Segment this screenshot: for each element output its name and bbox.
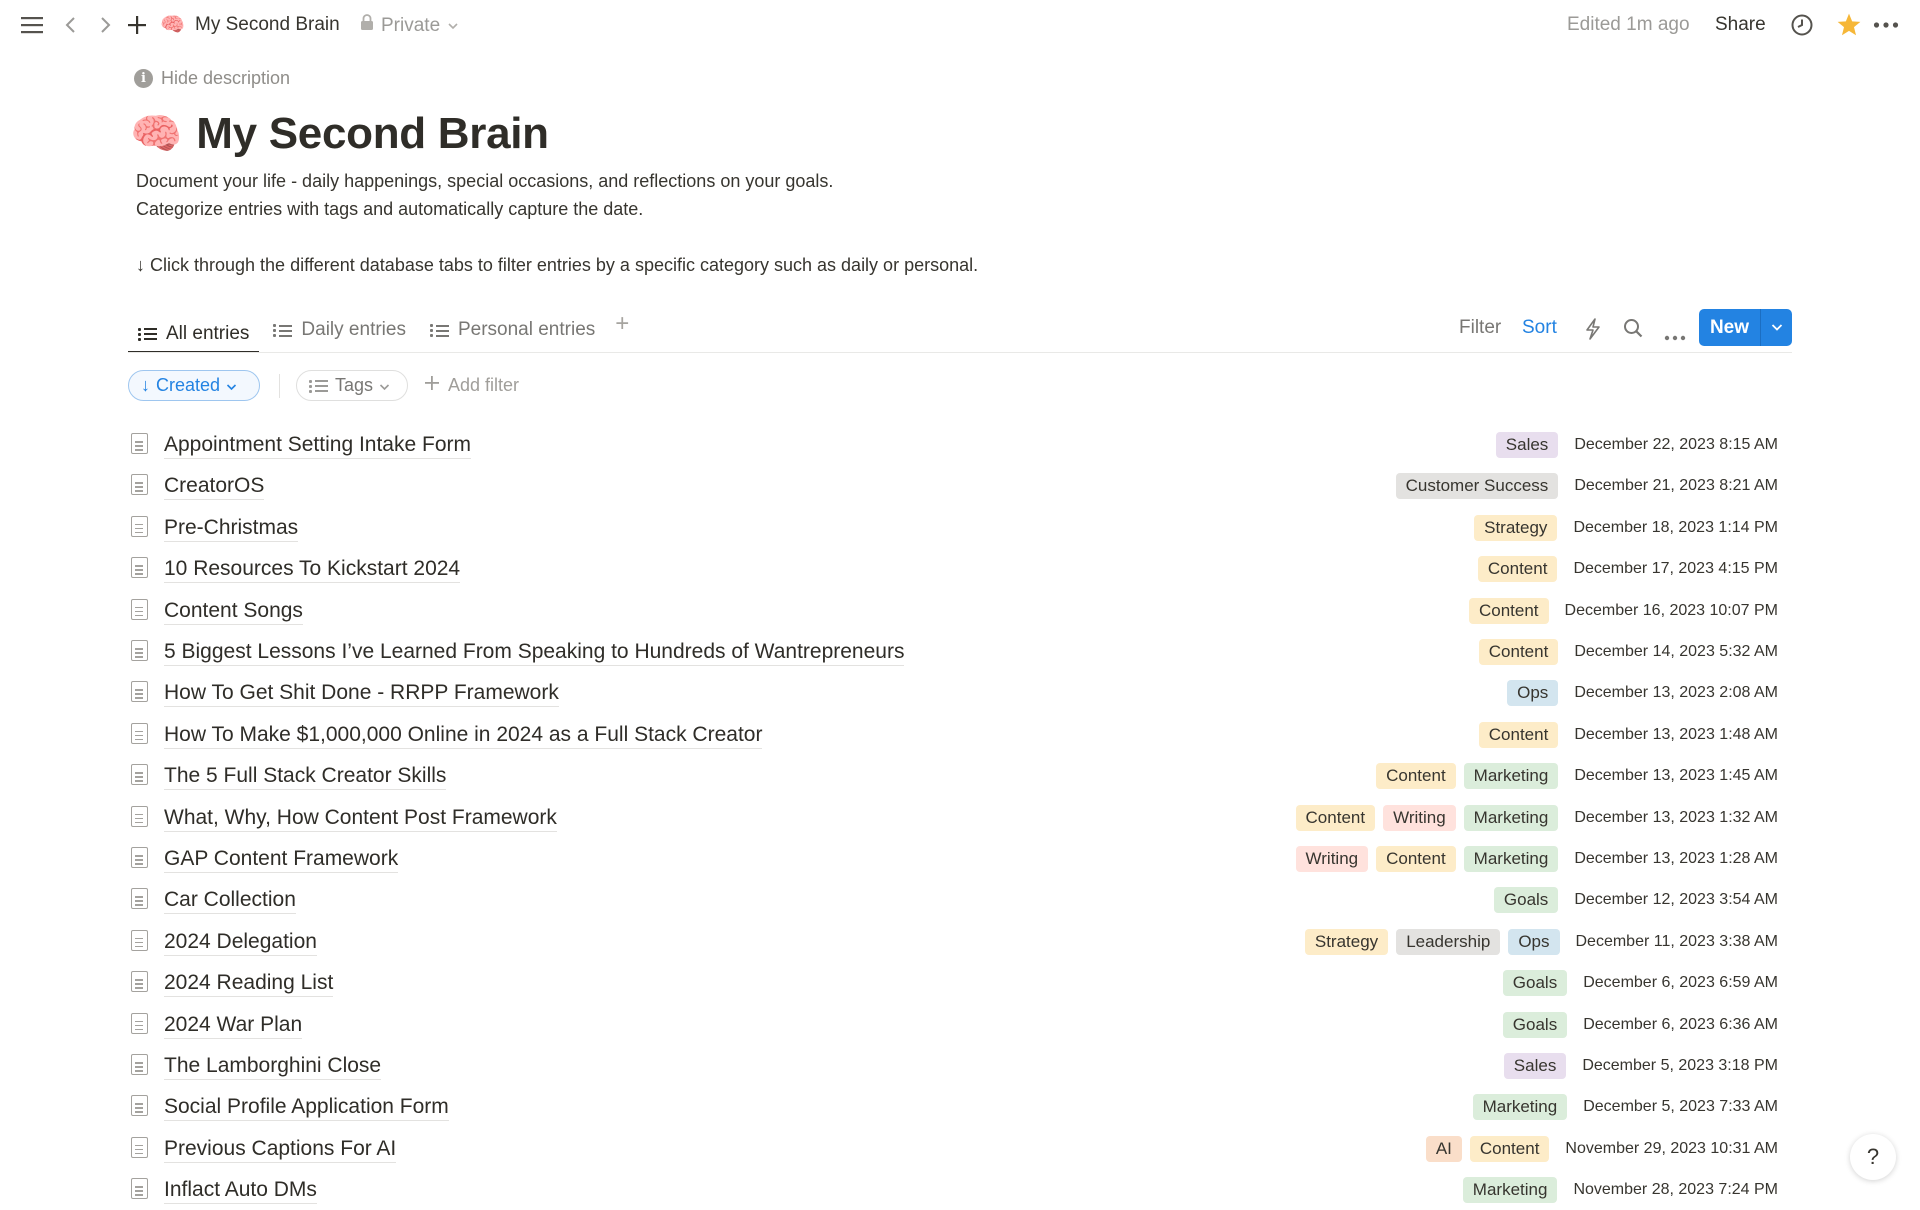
- tag-list: [1473, 1094, 1568, 1120]
- list-icon: [430, 322, 450, 338]
- created-date: December 16, 2023 10:07 PM: [1564, 601, 1778, 619]
- entry-properties: [1504, 1053, 1778, 1079]
- created-date: November 28, 2023 7:24 PM: [1573, 1181, 1778, 1199]
- tag-badge[interactable]: Writing: [1383, 805, 1456, 831]
- tab-label: All entries: [166, 322, 250, 344]
- sort-created-chip[interactable]: [128, 370, 260, 401]
- created-date: December 17, 2023 4:15 PM: [1573, 560, 1778, 578]
- tag-list: [1426, 1136, 1550, 1162]
- document-page-icon: [131, 723, 148, 744]
- entry-properties: [1496, 432, 1778, 458]
- tag-badge[interactable]: Marketing: [1473, 1094, 1568, 1120]
- description-line: ↓ Click through the different database tabs to filter entries by a specific category such as daily or personal.: [136, 255, 979, 275]
- new-button-label: New: [1709, 316, 1750, 338]
- tag-list: [1474, 515, 1557, 541]
- tab-daily-entries[interactable]: [263, 308, 416, 344]
- table-row[interactable]: [0, 1169, 1920, 1210]
- filter-button[interactable]: Filter: [1459, 317, 1502, 338]
- document-page-icon: [131, 1013, 148, 1034]
- table-row[interactable]: [0, 465, 1920, 506]
- entry-properties: [1479, 639, 1778, 665]
- tag-badge[interactable]: Goals: [1503, 1012, 1567, 1038]
- entry-properties: [1503, 970, 1778, 996]
- entry-properties: [1479, 722, 1778, 748]
- entry-properties: [1494, 887, 1778, 913]
- document-page-icon: [131, 1095, 148, 1116]
- document-page-icon: [131, 764, 148, 785]
- entry-title[interactable]: Car Collection: [164, 887, 296, 914]
- tag-badge[interactable]: Marketing: [1464, 805, 1559, 831]
- list-icon: [138, 326, 158, 342]
- history-clock-icon[interactable]: [1789, 12, 1815, 38]
- entry-title[interactable]: 2024 Reading List: [164, 970, 333, 997]
- new-dropdown-chevron-icon[interactable]: [1761, 320, 1792, 335]
- table-row[interactable]: [0, 838, 1920, 879]
- tag-list: [1305, 929, 1560, 955]
- tag-badge[interactable]: Goals: [1503, 970, 1567, 996]
- edited-timestamp: Edited 1m ago: [1567, 14, 1690, 35]
- info-icon: i: [134, 69, 153, 88]
- back-arrow-icon[interactable]: [58, 12, 84, 38]
- created-date: December 13, 2023 1:45 AM: [1574, 767, 1778, 785]
- new-entry-button[interactable]: [1699, 309, 1792, 346]
- entry-properties: [1426, 1136, 1778, 1162]
- entry-properties: [1296, 846, 1778, 872]
- sort-created-label: Created: [156, 375, 221, 395]
- table-row[interactable]: [0, 1045, 1920, 1086]
- tag-list: [1478, 556, 1558, 582]
- entry-title[interactable]: Appointment Setting Intake Form: [164, 432, 471, 459]
- tag-badge[interactable]: Content: [1470, 1136, 1550, 1162]
- chevron-down-icon: [379, 375, 390, 396]
- document-page-icon: [131, 930, 148, 951]
- document-page-icon: [131, 599, 148, 620]
- tag-list: [1503, 1012, 1567, 1038]
- document-page-icon: [131, 640, 148, 661]
- entry-title[interactable]: Previous Captions For AI: [164, 1136, 396, 1163]
- tag-badge[interactable]: Content: [1479, 722, 1559, 748]
- sidebar-menu-icon[interactable]: [19, 12, 45, 38]
- entry-title[interactable]: The 5 Full Stack Creator Skills: [164, 763, 446, 790]
- breadcrumb-page-emoji[interactable]: 🧠: [160, 14, 185, 36]
- table-row[interactable]: [0, 755, 1920, 796]
- entry-properties: [1474, 515, 1778, 541]
- tag-badge[interactable]: AI: [1426, 1136, 1462, 1162]
- entry-properties: [1469, 598, 1778, 624]
- table-row[interactable]: [0, 590, 1920, 631]
- tag-list: [1296, 846, 1559, 872]
- new-page-plus-icon[interactable]: [124, 12, 150, 38]
- entry-properties: [1503, 1012, 1778, 1038]
- tag-badge[interactable]: Marketing: [1464, 846, 1559, 872]
- table-row[interactable]: [0, 714, 1920, 755]
- tag-list: [1504, 1053, 1567, 1079]
- tags-filter-label: Tags: [335, 375, 374, 395]
- table-row[interactable]: [0, 797, 1920, 838]
- table-row[interactable]: [0, 507, 1920, 548]
- forward-arrow-icon[interactable]: [92, 12, 118, 38]
- database-view-tabs: [128, 308, 639, 352]
- table-row[interactable]: [0, 921, 1920, 962]
- chevron-down-icon: [226, 375, 237, 396]
- created-date: November 29, 2023 10:31 AM: [1565, 1139, 1778, 1157]
- lock-icon: [360, 13, 374, 38]
- tag-badge[interactable]: Content: [1469, 598, 1549, 624]
- entry-properties: [1463, 1177, 1778, 1203]
- sort-button[interactable]: Sort: [1522, 317, 1557, 338]
- privacy-dropdown[interactable]: [360, 13, 459, 38]
- tag-badge[interactable]: Content: [1376, 763, 1456, 789]
- entry-properties: [1305, 929, 1778, 955]
- table-row[interactable]: [0, 879, 1920, 920]
- more-options-icon[interactable]: [1873, 12, 1899, 38]
- search-icon[interactable]: [1623, 318, 1643, 344]
- tag-list: [1469, 598, 1549, 624]
- table-row[interactable]: [0, 424, 1920, 465]
- entry-title[interactable]: 2024 War Plan: [164, 1012, 302, 1039]
- list-icon: [309, 378, 329, 394]
- tag-badge[interactable]: Content: [1296, 805, 1376, 831]
- document-page-icon: [131, 433, 148, 454]
- tab-personal-entries[interactable]: [420, 308, 605, 344]
- description-line: Categorize entries with tags and automatically capture the date.: [136, 199, 644, 219]
- created-date: December 6, 2023 6:36 AM: [1583, 1015, 1778, 1033]
- hide-description-toggle[interactable]: [134, 68, 290, 89]
- help-button[interactable]: ?: [1850, 1134, 1896, 1180]
- tab-label: Daily entries: [301, 319, 406, 340]
- tag-list: [1507, 680, 1558, 706]
- tag-badge[interactable]: Content: [1478, 556, 1558, 582]
- entry-title[interactable]: How To Make $1,000,000 Online in 2024 as a Full Stack Creator: [164, 722, 762, 749]
- entry-properties: [1507, 680, 1778, 706]
- tags-filter-chip[interactable]: [296, 370, 408, 401]
- tag-list: [1503, 970, 1567, 996]
- entry-properties: [1396, 473, 1778, 499]
- tag-badge[interactable]: Ops: [1508, 929, 1559, 955]
- tag-badge[interactable]: Sales: [1496, 432, 1559, 458]
- document-page-icon: [131, 1137, 148, 1158]
- top-bar: [0, 0, 1920, 50]
- tag-badge[interactable]: Leadership: [1396, 929, 1500, 955]
- created-date: December 13, 2023 1:28 AM: [1574, 850, 1778, 867]
- entry-title[interactable]: CreatorOS: [164, 473, 264, 500]
- entry-title[interactable]: How To Get Shit Done - RRPP Framework: [164, 680, 559, 707]
- document-page-icon: [131, 888, 148, 909]
- entry-title[interactable]: 5 Biggest Lessons I’ve Learned From Speaking to Hundreds of Wantrepreneurs: [164, 639, 904, 666]
- created-date: December 12, 2023 3:54 AM: [1574, 891, 1778, 909]
- page-emoji-icon[interactable]: 🧠: [130, 110, 183, 157]
- tag-badge[interactable]: Strategy: [1474, 515, 1557, 541]
- tab-divider: [128, 352, 1792, 353]
- tag-badge[interactable]: Content: [1479, 639, 1559, 665]
- tag-list: [1463, 1177, 1558, 1203]
- entry-properties: [1296, 805, 1778, 831]
- tag-badge[interactable]: Sales: [1504, 1053, 1567, 1079]
- created-date: December 21, 2023 8:21 AM: [1574, 477, 1778, 495]
- tag-badge[interactable]: Content: [1376, 846, 1456, 872]
- created-date: December 5, 2023 7:33 AM: [1583, 1098, 1778, 1116]
- created-date: December 13, 2023 1:48 AM: [1574, 725, 1778, 743]
- favorite-star-icon[interactable]: [1836, 12, 1862, 38]
- document-page-icon: [131, 847, 148, 868]
- table-row[interactable]: [0, 1004, 1920, 1045]
- document-page-icon: [131, 971, 148, 992]
- tag-badge[interactable]: Customer Success: [1396, 473, 1559, 499]
- created-date: December 13, 2023 2:08 AM: [1574, 684, 1778, 702]
- tab-label: Personal entries: [457, 319, 596, 340]
- add-filter-button[interactable]: [424, 375, 519, 396]
- entry-properties: [1478, 556, 1778, 582]
- tag-badge[interactable]: Writing: [1296, 846, 1369, 872]
- document-page-icon: [131, 474, 148, 495]
- created-date: December 6, 2023 6:59 AM: [1583, 974, 1778, 992]
- table-row[interactable]: [0, 1086, 1920, 1127]
- tag-list: [1376, 763, 1558, 789]
- document-page-icon: [131, 1178, 148, 1199]
- chevron-down-icon: [447, 14, 459, 38]
- entry-title[interactable]: 10 Resources To Kickstart 2024: [164, 556, 460, 583]
- table-row[interactable]: [0, 1128, 1920, 1169]
- document-page-icon: [131, 806, 148, 827]
- hide-description-label: Hide description: [161, 68, 291, 88]
- tag-badge[interactable]: Ops: [1507, 680, 1558, 706]
- table-row[interactable]: [0, 548, 1920, 589]
- entry-title[interactable]: Pre-Christmas: [164, 515, 298, 542]
- automation-lightning-icon[interactable]: [1585, 318, 1601, 346]
- privacy-label: Private: [381, 14, 441, 36]
- entry-title[interactable]: GAP Content Framework: [164, 846, 398, 873]
- view-options-more-icon[interactable]: [1664, 325, 1686, 347]
- created-date: December 11, 2023 3:38 AM: [1575, 932, 1778, 950]
- tab-all-entries[interactable]: [128, 308, 259, 353]
- tag-list: [1479, 722, 1559, 748]
- page-title: [130, 106, 549, 162]
- table-row[interactable]: [0, 631, 1920, 672]
- created-date: December 14, 2023 5:32 AM: [1574, 643, 1778, 660]
- tag-badge[interactable]: Goals: [1494, 887, 1558, 913]
- entry-title[interactable]: What, Why, How Content Post Framework: [164, 805, 557, 832]
- entry-title[interactable]: Content Songs: [164, 598, 303, 625]
- add-view-plus-icon[interactable]: +: [615, 310, 630, 337]
- created-date: December 5, 2023 3:18 PM: [1582, 1057, 1778, 1074]
- tag-badge[interactable]: Marketing: [1463, 1177, 1558, 1203]
- entry-properties: [1376, 763, 1778, 789]
- entry-title[interactable]: Social Profile Application Form: [164, 1094, 449, 1121]
- table-row[interactable]: [0, 962, 1920, 1003]
- entry-properties: [1473, 1094, 1778, 1120]
- add-filter-label: Add filter: [448, 375, 520, 395]
- created-date: December 13, 2023 1:32 AM: [1574, 808, 1778, 826]
- tag-list: [1496, 432, 1559, 458]
- page-title-text[interactable]: My Second Brain: [196, 109, 549, 158]
- description-line: Document your life - daily happenings, special occasions, and reflections on your goals.: [136, 171, 834, 191]
- tag-badge[interactable]: Marketing: [1464, 763, 1559, 789]
- plus-icon: [424, 375, 440, 396]
- tag-list: [1494, 887, 1558, 913]
- breadcrumb-page-title[interactable]: My Second Brain: [195, 14, 340, 35]
- entry-title[interactable]: 2024 Delegation: [164, 929, 317, 956]
- tag-list: [1479, 639, 1559, 665]
- table-row[interactable]: [0, 672, 1920, 713]
- entry-title[interactable]: Inflact Auto DMs: [164, 1177, 317, 1204]
- list-icon: [273, 322, 293, 338]
- arrow-down-icon: ↓: [141, 375, 150, 395]
- document-page-icon: [131, 516, 148, 537]
- filter-divider: [279, 374, 280, 398]
- document-page-icon: [131, 557, 148, 578]
- tag-badge[interactable]: Strategy: [1305, 929, 1388, 955]
- created-date: December 22, 2023 8:15 AM: [1574, 436, 1778, 453]
- entry-title[interactable]: The Lamborghini Close: [164, 1053, 381, 1080]
- share-button[interactable]: Share: [1715, 14, 1766, 35]
- document-page-icon: [131, 681, 148, 702]
- created-date: December 18, 2023 1:14 PM: [1573, 518, 1778, 536]
- tag-list: [1396, 473, 1559, 499]
- document-page-icon: [131, 1054, 148, 1075]
- tag-list: [1296, 805, 1559, 831]
